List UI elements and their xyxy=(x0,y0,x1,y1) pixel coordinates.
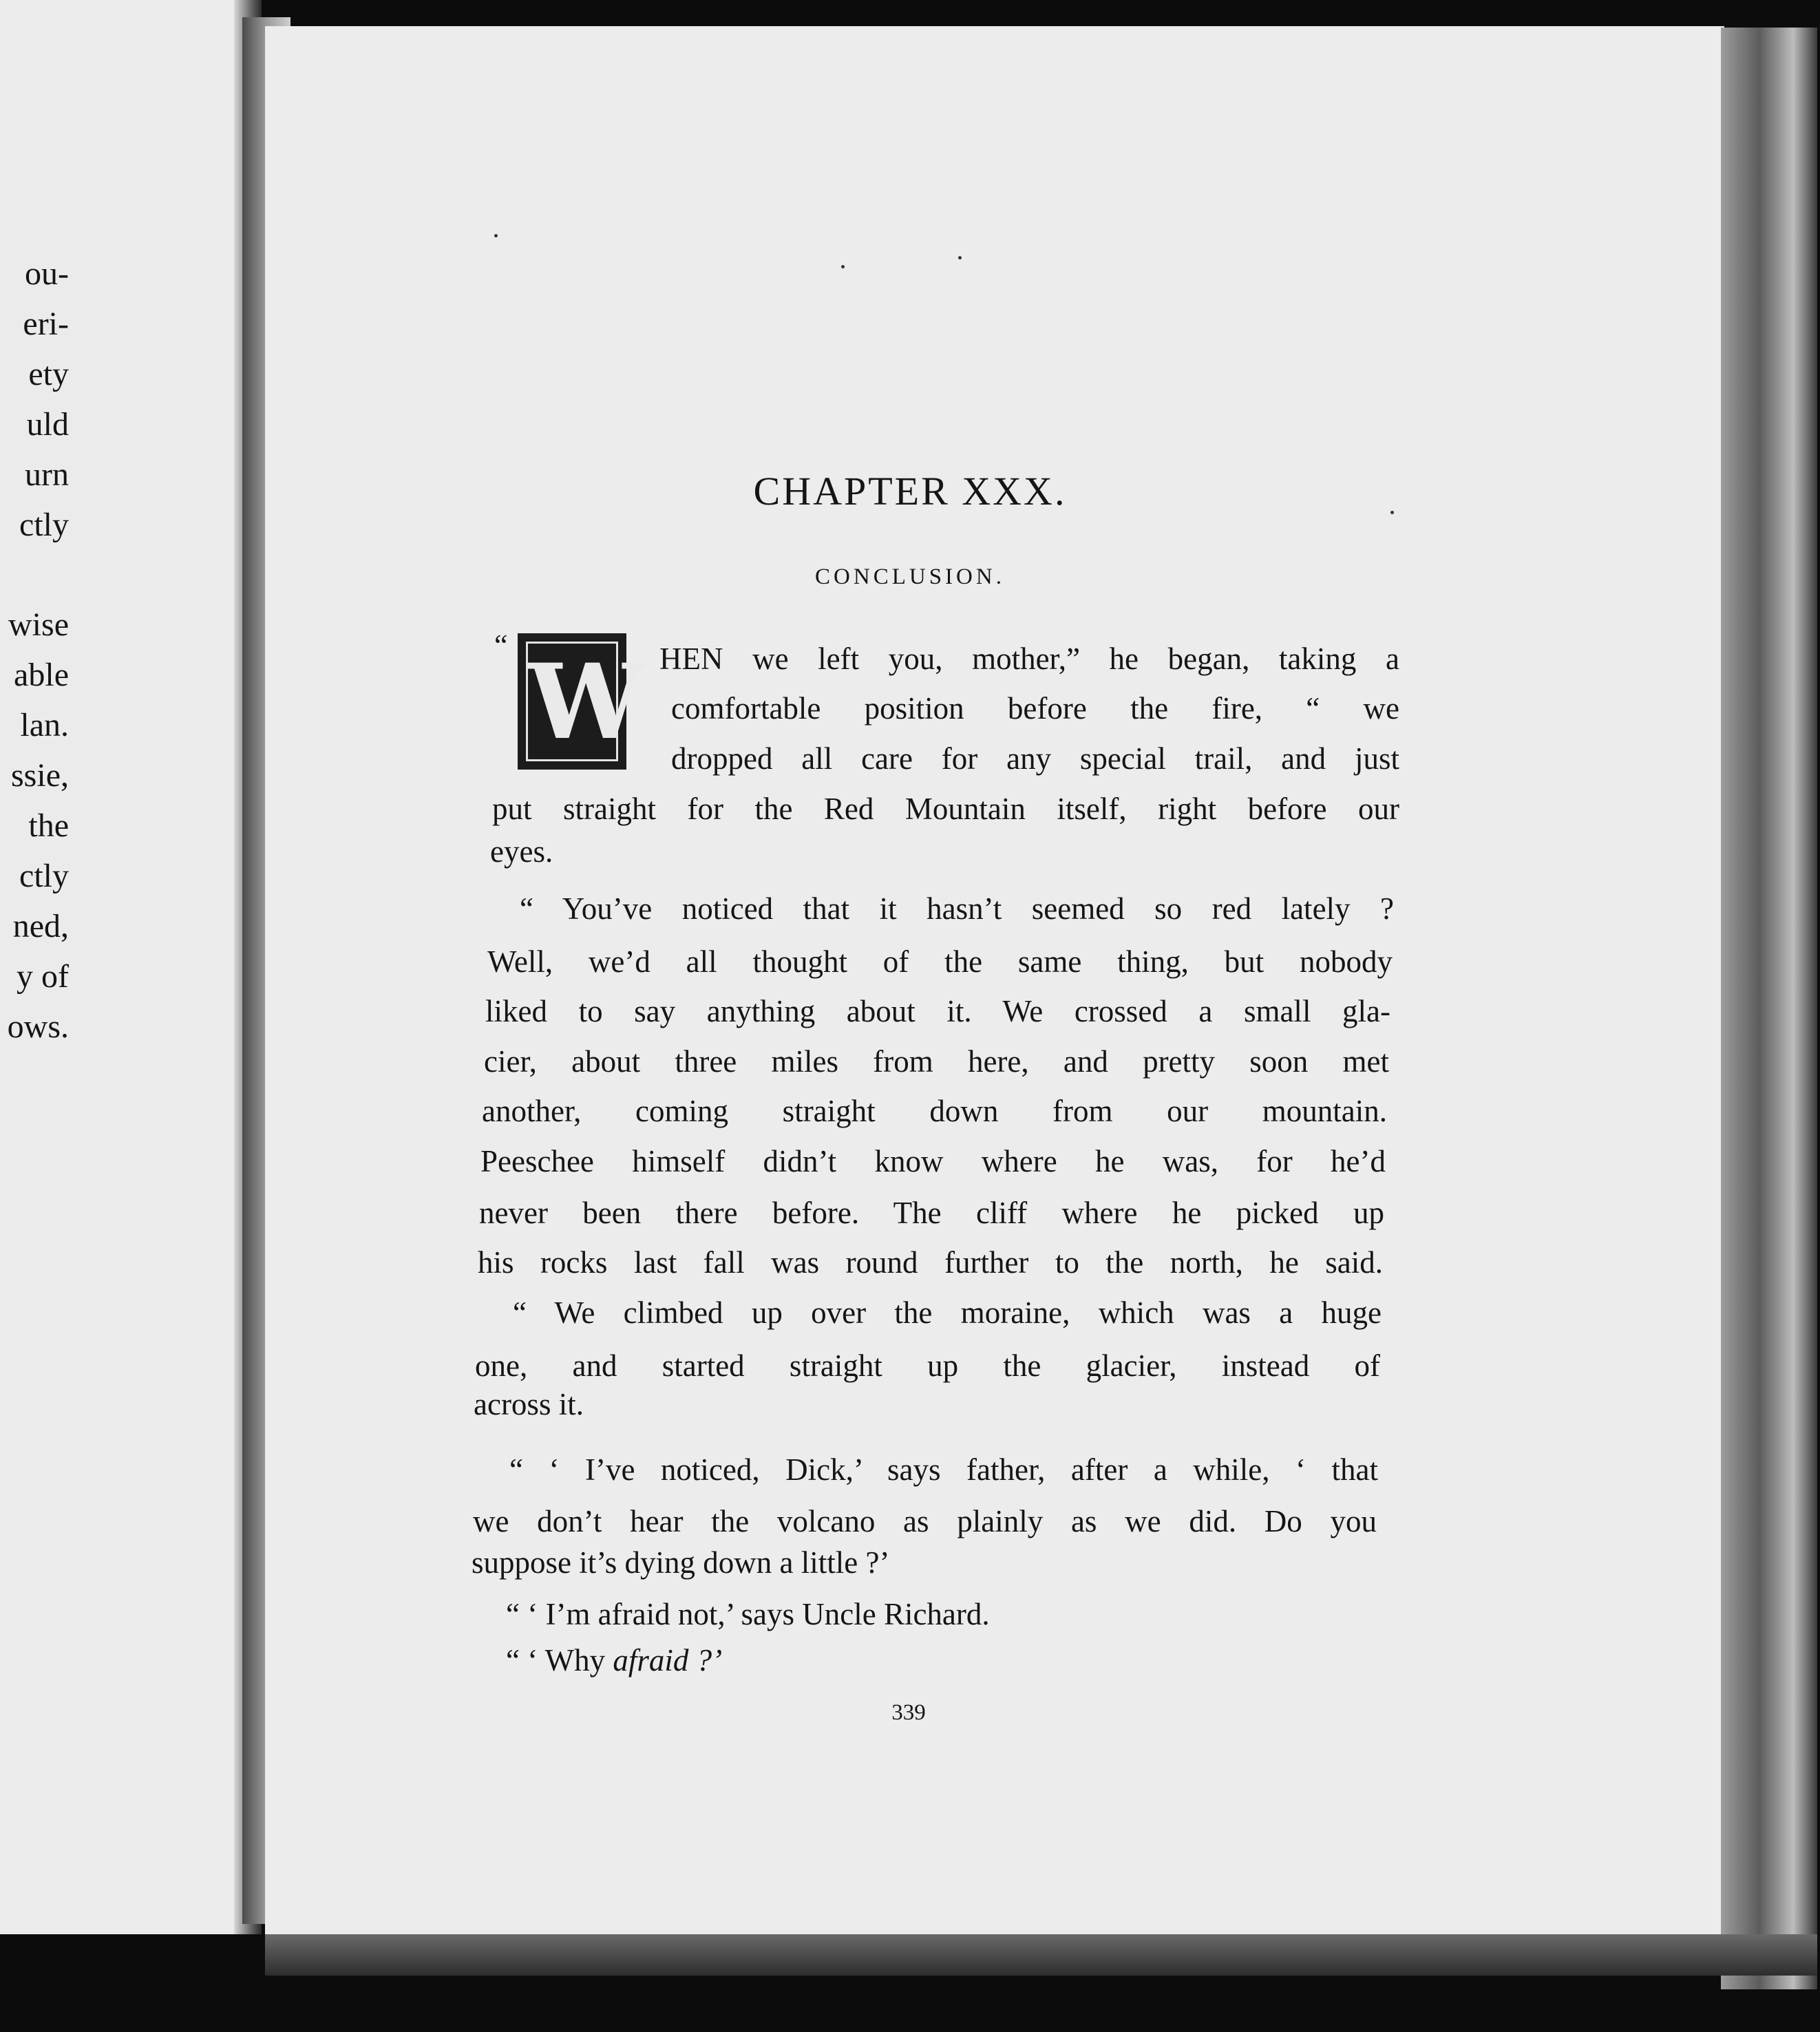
left-fragment: urn xyxy=(25,456,69,493)
text-line: another, coming straight down from our mountain. xyxy=(482,1094,1387,1128)
text-line: “ ‘ I’m afraid not,’ says Uncle Richard. xyxy=(506,1597,990,1631)
speck xyxy=(841,265,845,268)
opening-quote: “ xyxy=(494,628,508,662)
left-fragment: ows. xyxy=(7,1008,69,1045)
speck xyxy=(494,234,498,237)
left-fragment: eri- xyxy=(23,306,69,342)
left-fragment: wise xyxy=(8,606,69,643)
right-page xyxy=(265,26,1724,1936)
text-line: eyes. xyxy=(490,834,553,869)
text-line: cier, about three miles from here, and pretty soon met xyxy=(484,1044,1389,1079)
book-cover-edge xyxy=(1721,28,1817,1989)
left-fragment: ctly xyxy=(19,507,69,543)
left-fragment: ety xyxy=(28,356,69,392)
text-line: HEN we left you, mother,” he began, taking a xyxy=(659,642,1399,676)
text-line: comfortable position before the fire, “ we xyxy=(671,691,1399,726)
text-line: liked to say anything about it. We crossed a small gla- xyxy=(485,994,1390,1028)
left-fragment: y of xyxy=(17,958,69,995)
text-line: put straight for the Red Mountain itself, right before our xyxy=(492,792,1399,826)
text-line: dropped all care for any special trail, and just xyxy=(671,741,1399,776)
text-line: never been there before. The cliff where he picked up xyxy=(479,1196,1384,1230)
left-fragment: ssie, xyxy=(11,757,69,794)
chapter-title: CHAPTER XXX. xyxy=(753,469,1067,514)
text-line-final xyxy=(506,1645,919,1676)
text-line: suppose it’s dying down a little ?’ xyxy=(472,1545,890,1580)
left-fragment: ou- xyxy=(25,255,69,292)
text-line: one, and started straight up the glacier, instead of xyxy=(475,1348,1380,1383)
drop-cap-letter: W xyxy=(526,642,618,761)
left-page xyxy=(0,0,244,1934)
page-number: 339 xyxy=(891,1700,926,1725)
left-fragment: uld xyxy=(26,406,69,443)
text-line: his rocks last fall was round further to the north, he said. xyxy=(478,1245,1383,1280)
speck xyxy=(958,256,962,260)
left-fragment: able xyxy=(14,657,69,693)
ornamental-drop-cap xyxy=(518,633,644,770)
chapter-subtitle: CONCLUSION. xyxy=(815,564,1005,589)
text-line: “ You’ve noticed that it hasn’t seemed so red lately ? xyxy=(520,891,1394,926)
text-line-final-start: “ ‘ Why xyxy=(506,1643,606,1678)
text-line: “ We climbed up over the moraine, which was a huge xyxy=(513,1295,1382,1330)
book-bottom-edge xyxy=(265,1934,1817,1976)
text-line: “ ‘ I’ve noticed, Dick,’ says father, after a while, ‘ that xyxy=(509,1452,1378,1487)
text-line: Well, we’d all thought of the same thing, but nobody xyxy=(487,944,1393,979)
left-fragment: the xyxy=(28,807,69,844)
left-fragment: lan. xyxy=(20,707,69,743)
italic-word: afraid ?’ xyxy=(613,1643,723,1678)
text-line: we don’t hear the volcano as plainly as we did. Do you xyxy=(473,1504,1377,1538)
left-fragment: ctly xyxy=(19,858,69,894)
text-line: across it. xyxy=(474,1387,584,1421)
text-line: Peeschee himself didn’t know where he was, for he’d xyxy=(480,1144,1386,1178)
left-fragment: ned, xyxy=(12,908,69,944)
